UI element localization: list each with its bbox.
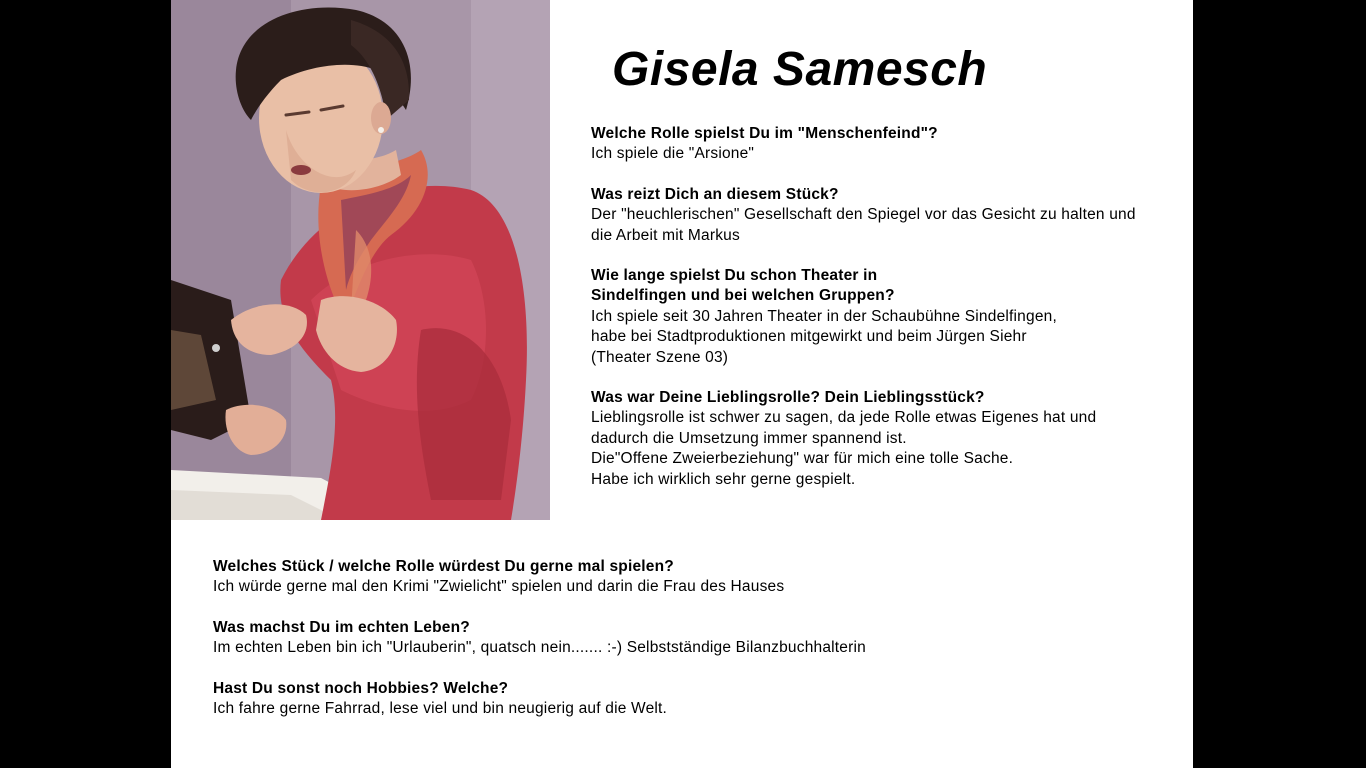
question: Was machst Du im echten Leben? bbox=[213, 618, 470, 636]
answer: Lieblingsrolle ist schwer zu sagen, da jede Rolle etwas Eigenes hat und dadurch die Umsetzung immer spannend ist. Die"Offene Zweierbeziehung" war für mich eine tolle Sache. Habe ich wirklich sehr gerne gespielt. bbox=[591, 409, 1097, 488]
qa-item bbox=[591, 185, 1191, 246]
portrait-photo-icon bbox=[171, 0, 550, 520]
interview-column-right bbox=[591, 124, 1191, 510]
qa-item bbox=[213, 618, 1173, 659]
answer: Ich würde gerne mal den Krimi "Zwielicht" spielen und darin die Frau des Hauses bbox=[213, 578, 785, 596]
slide bbox=[171, 0, 1193, 768]
answer: Der "heuchlerischen" Gesellschaft den Spiegel vor das Gesicht zu halten und die Arbeit mit Markus bbox=[591, 206, 1136, 244]
qa-item bbox=[213, 679, 1173, 720]
question: Welches Stück / welche Rolle würdest Du gerne mal spielen? bbox=[213, 558, 674, 575]
answer: Ich fahre gerne Fahrrad, lese viel und bin neugierig auf die Welt. bbox=[213, 700, 668, 718]
qa-item bbox=[591, 124, 1191, 165]
question: Welche Rolle spielst Du im "Menschenfeind"? bbox=[591, 125, 938, 142]
qa-item bbox=[213, 557, 1173, 598]
portrait-photo bbox=[171, 0, 550, 520]
question: Hast Du sonst noch Hobbies? Welche? bbox=[213, 679, 509, 697]
interview-column-bottom bbox=[213, 557, 1173, 739]
question: Wie lange spielst Du schon Theater in Sindelfingen und bei welchen Gruppen? bbox=[591, 267, 895, 305]
question: Was war Deine Lieblingsrolle? Dein Lieblingsstück? bbox=[591, 389, 985, 407]
question: Was reizt Dich an diesem Stück? bbox=[591, 185, 839, 203]
answer: Ich spiele die "Arsione" bbox=[591, 145, 755, 163]
qa-item bbox=[591, 266, 1191, 368]
qa-item bbox=[591, 388, 1191, 490]
answer: Im echten Leben bin ich "Urlauberin", quatsch nein....... :-) Selbstständige Bilanzbuchhalterin bbox=[213, 639, 866, 657]
page-title: Gisela Samesch bbox=[612, 43, 988, 96]
answer: Ich spiele seit 30 Jahren Theater in der Schaubühne Sindelfingen, habe bei Stadtproduktionen mitgewirkt und beim Jürgen Siehr (Theater Szene 03) bbox=[591, 307, 1057, 366]
